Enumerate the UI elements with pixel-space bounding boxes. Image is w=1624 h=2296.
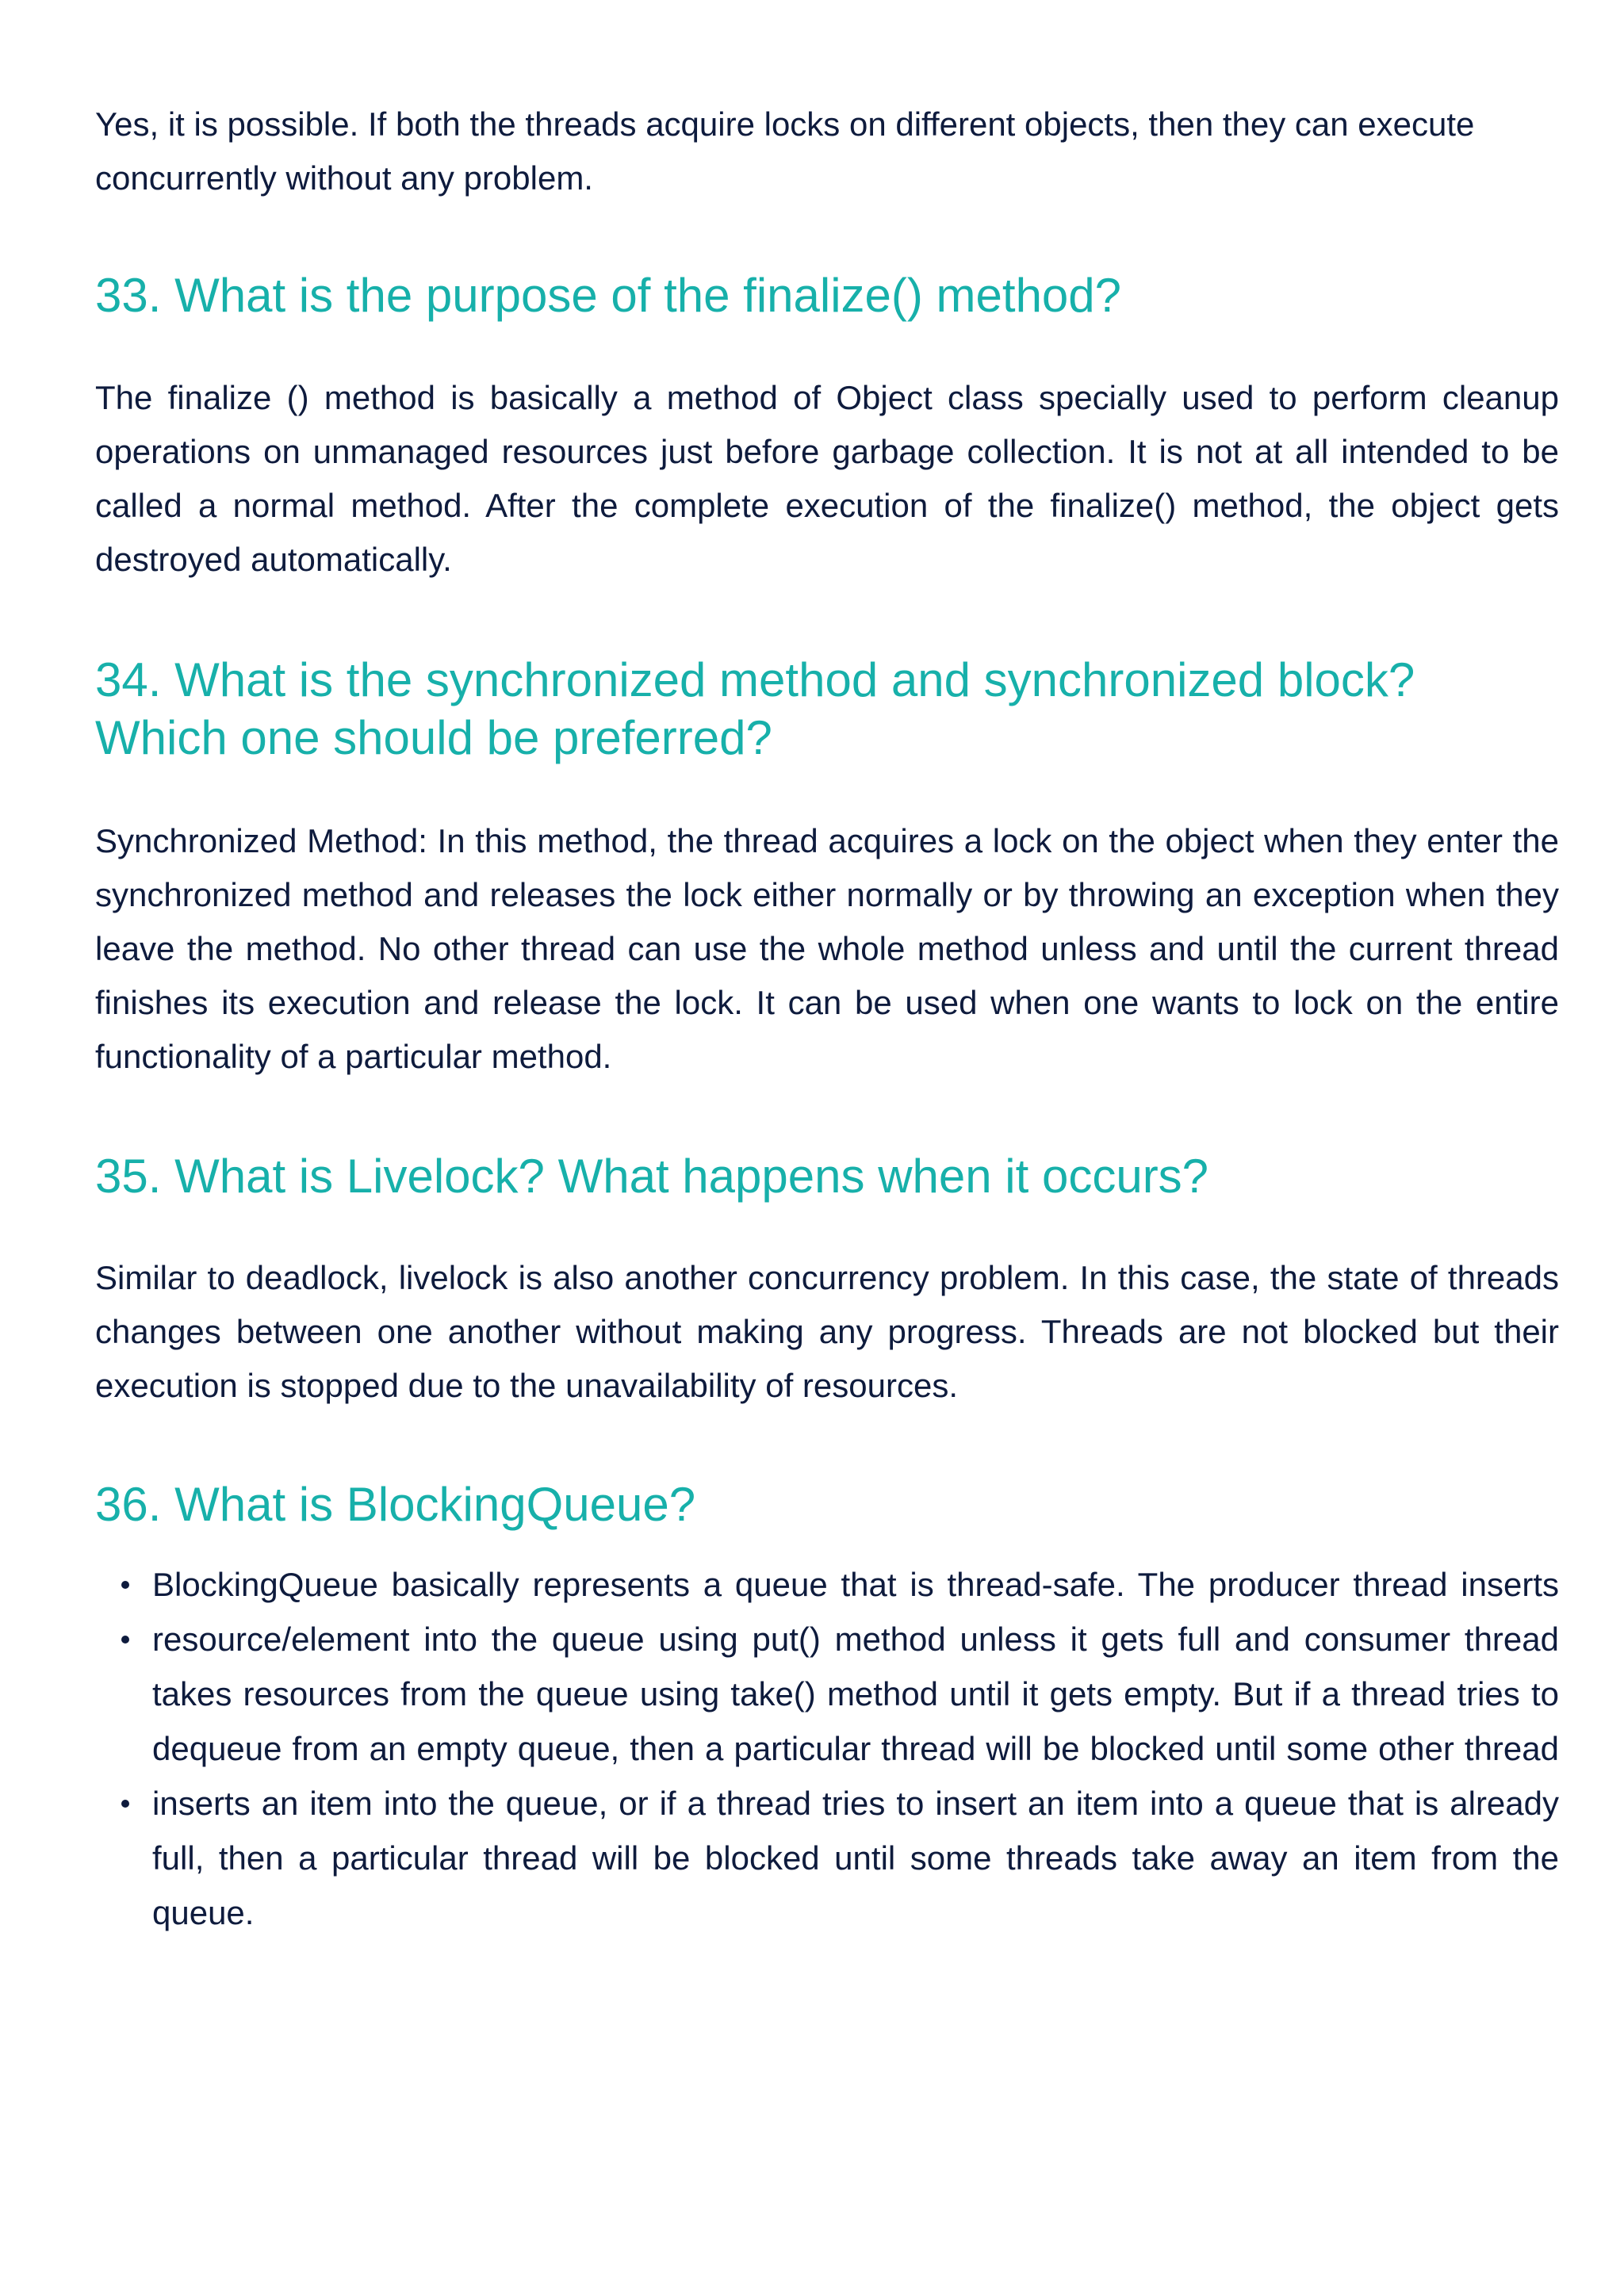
- list-item: [95, 1557, 1559, 1940]
- heading-question-34: 34. What is the synchronized method and synchronized block? Which one should be preferred?: [95, 653, 1415, 764]
- paragraph-answer-32: Yes, it is possible. If both the threads acquire locks on different objects, then they can execute concurrently without any problem.: [95, 105, 1475, 197]
- paragraph-answer-35: Similar to deadlock, livelock is also another concurrency problem. In this case, the state of threads changes between one another without making any progress. Threads are not blocked but their execution is stopped due to the unavailability of resources.: [95, 1259, 1559, 1404]
- heading-question-35: 35. What is Livelock? What happens when it occurs?: [95, 1150, 1209, 1203]
- heading-question-36: 36. What is BlockingQueue?: [95, 1478, 696, 1531]
- document-content: [95, 98, 1559, 1940]
- paragraph-answer-33: The finalize () method is basically a method of Object class specially used to perform cleanup operations on unmanaged resources just before garbage collection. It is not at all intended to be called a normal method. After the complete execution of the finalize() method, the object gets destroyed automatically.: [95, 379, 1559, 578]
- heading-question-33: 33. What is the purpose of the finalize() method?: [95, 269, 1122, 322]
- bullet-icon: [121, 1636, 129, 1644]
- paragraph-answer-34: Synchronized Method: In this method, the thread acquires a lock on the object when they enter the synchronized method and releases the lock either normally or by throwing an exception when they leave the method. No other thread can use the whole method unless and until the current thread finishes its execution and release the lock. It can be used when one wants to lock on the entire functionality of a particular method.: [95, 822, 1559, 1075]
- blocking-queue-list: [95, 1557, 1559, 1940]
- list-item-text: BlockingQueue basically represents a queue that is thread-safe. The producer thread inserts resource/element into the queue using put() method unless it gets full and consumer thread takes resources from the queue using take() method until it gets empty. But if a thread tries to dequeue from an empty queue, then a particular thread will be blocked until some other thread inserts an item into the queue, or if a thread tries to insert an item into a queue that is already full, then a particular thread will be blocked until some threads take away an item from the queue.: [152, 1566, 1559, 1931]
- bullet-icon: [121, 1581, 129, 1589]
- bullet-icon: [121, 1800, 129, 1808]
